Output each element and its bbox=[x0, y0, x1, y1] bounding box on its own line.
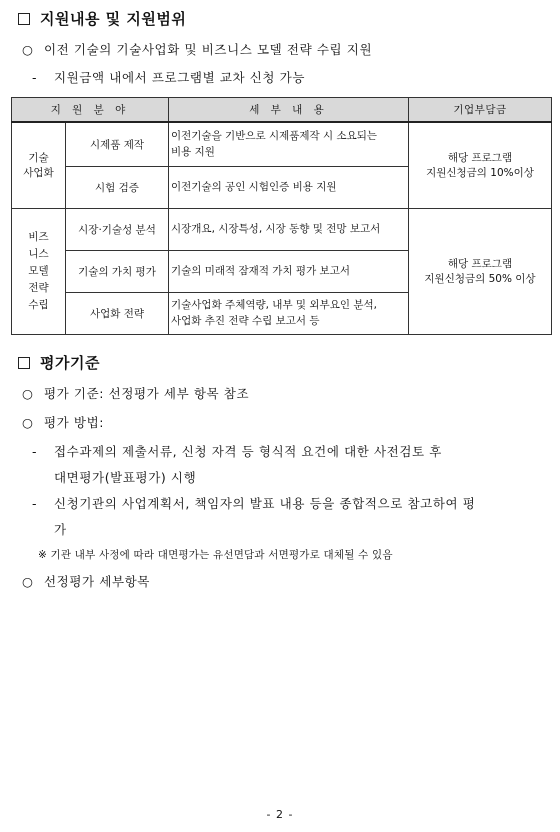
circle-bullet-icon: ○ bbox=[22, 574, 34, 589]
dash-marker: - bbox=[32, 496, 38, 511]
header-burden: 기업부담금 bbox=[409, 98, 552, 123]
section2-title: 평가기준 bbox=[40, 354, 100, 372]
section2-bullet1: ○ 평가 기준: 선정평가 세부 항목 참조 bbox=[22, 386, 250, 401]
support-table bbox=[11, 97, 552, 335]
detail-cell: 이전기술을 기반으로 시제품제작 시 소요되는 비용 지원 bbox=[169, 122, 409, 166]
burden-cell: 해당 프로그램 지원신청금의 50% 이상 bbox=[409, 208, 552, 334]
item-cell: 사업화 전략 bbox=[66, 292, 169, 334]
circle-bullet-icon: ○ bbox=[22, 386, 34, 401]
section2-bullet3: ○ 선정평가 세부항목 bbox=[22, 574, 150, 589]
dash-marker: - bbox=[32, 444, 38, 459]
section2-dash2: - 신청기관의 사업계획서, 책임자의 발표 내용 등을 종합적으로 참고하여 평 bbox=[32, 496, 476, 511]
section1-sub1: - 지원금액 내에서 프로그램별 교차 신청 가능 bbox=[32, 70, 306, 85]
section2-dash2-cont: 가 bbox=[54, 522, 67, 537]
section1-bullet1: ○ 이전 기술의 기술사업화 및 비즈니스 모델 전략 수립 지원 bbox=[22, 42, 373, 57]
category-cell: 비즈 니스 모델 전략 수립 bbox=[12, 208, 66, 334]
section1-title: 지원내용 및 지원범위 bbox=[40, 10, 187, 28]
item-cell: 시험 검증 bbox=[66, 166, 169, 208]
item-cell: 기술의 가치 평가 bbox=[66, 250, 169, 292]
dash-marker: - bbox=[32, 70, 38, 85]
burden-cell: 해당 프로그램 지원신청금의 10%이상 bbox=[409, 122, 552, 208]
header-field: 지 원 분 야 bbox=[12, 98, 169, 123]
circle-bullet-icon: ○ bbox=[22, 415, 34, 430]
section2-heading bbox=[18, 352, 100, 373]
detail-cell: 기술사업화 주체역량, 내부 및 외부요인 분석, 사업화 추진 전략 수립 보고서 등 bbox=[169, 292, 409, 334]
section1-heading bbox=[18, 8, 186, 29]
circle-bullet-icon: ○ bbox=[22, 42, 34, 57]
page-number: - 2 - bbox=[266, 808, 294, 821]
item-cell: 시제품 제작 bbox=[66, 122, 169, 166]
section2-dash1-cont: 대면평가(발표평가) 시행 bbox=[54, 470, 197, 485]
section2-note: ※ 기관 내부 사정에 따라 대면평가는 유선면담과 서면평가로 대체될 수 있음 bbox=[38, 549, 393, 561]
section2-bullet2: ○ 평가 방법: bbox=[22, 415, 105, 430]
detail-cell: 기술의 미래적 잠재적 가치 평가 보고서 bbox=[169, 250, 409, 292]
item-cell: 시장·기술성 분석 bbox=[66, 208, 169, 250]
section2-dash1: - 접수과제의 제출서류, 신청 자격 등 형식적 요건에 대한 사전검토 후 bbox=[32, 444, 442, 459]
checkbox-square-icon bbox=[18, 13, 30, 25]
detail-cell: 이전기술의 공인 시험인증 비용 지원 bbox=[169, 166, 409, 208]
checkbox-square-icon bbox=[18, 357, 30, 369]
header-detail: 세 부 내 용 bbox=[169, 98, 409, 123]
category-cell: 기술 사업화 bbox=[12, 122, 66, 208]
detail-cell: 시장개요, 시장특성, 시장 동향 및 전망 보고서 bbox=[169, 208, 409, 250]
